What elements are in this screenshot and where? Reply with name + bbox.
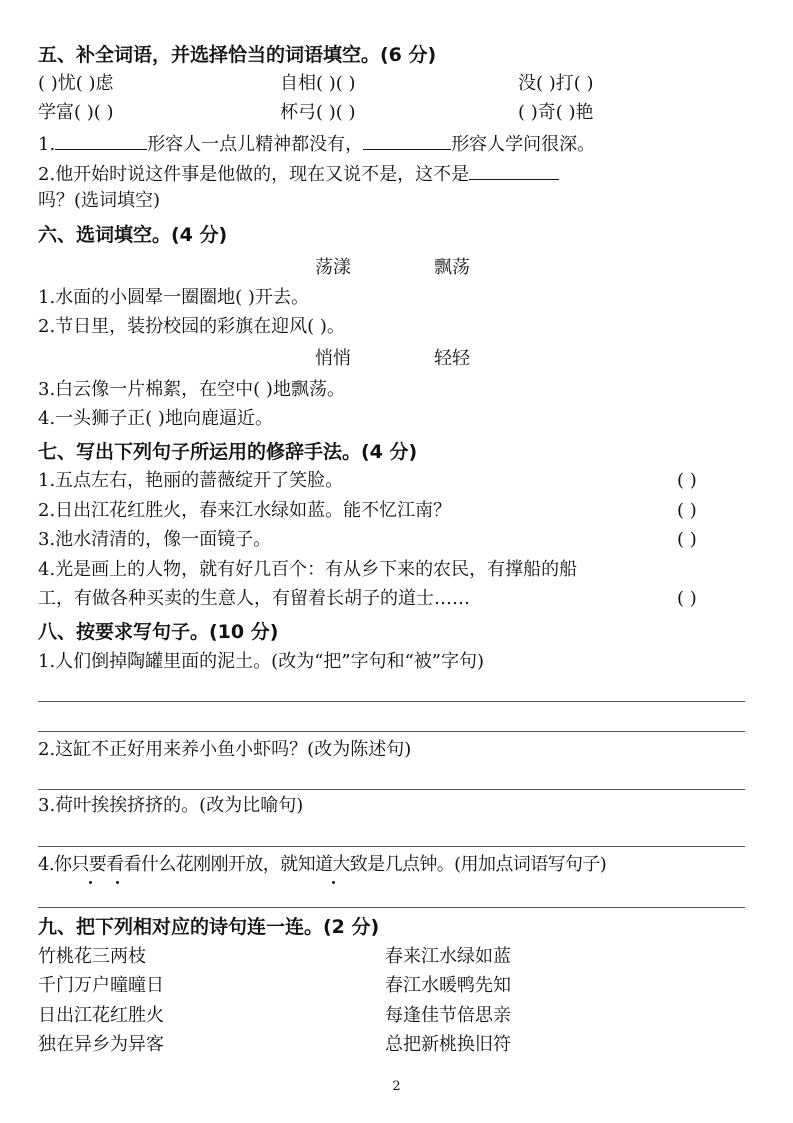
section-5-heading: 五、补全词语，并选择恰当的词语填空。(6 分) <box>38 44 437 66</box>
section-9-heading: 九、把下列相对应的诗句连一连。(2 分) <box>38 916 380 938</box>
answer-paren[interactable]: ( ) <box>677 529 697 550</box>
poem-right-3[interactable]: 每逢佳节倍思亲 <box>385 1005 511 1026</box>
s5-question-1 <box>38 129 595 158</box>
word-blank-2: 自相( )( ) <box>280 73 356 94</box>
s6-question-2: 2.节日里，装扮校园的彩旗在迎风( )。 <box>38 316 345 337</box>
s5-q1-text-b: 形容人学问很深。 <box>451 134 596 155</box>
s8-question-2: 2.这缸不正好用来养小鱼小虾吗？(改为陈述句) <box>38 739 412 760</box>
word-blank-6: ( )奇( )艳 <box>518 102 594 123</box>
fill-blank-line[interactable] <box>55 129 147 150</box>
s8-question-1: 1.人们倒掉陶罐里面的泥土。(改为“把”字句和“被”字句) <box>38 651 485 672</box>
s5-question-2 <box>38 159 559 188</box>
section-7-heading: 七、写出下列句子所运用的修辞手法。(4 分) <box>38 441 418 463</box>
s5-q1-text-a: 形容人一点儿精神都没有， <box>147 134 364 155</box>
emphasis-dot <box>332 881 335 884</box>
word-choice-2b: 轻轻 <box>434 348 470 369</box>
s5-q2-number: 2. <box>38 164 56 185</box>
page-number: 2 <box>392 1079 401 1094</box>
s7-question-4b: 工，有做各种买卖的生意人，有留着长胡子的道士…… <box>38 588 470 609</box>
s6-question-3: 3.白云像一片棉絮，在空中( )地飘荡。 <box>38 379 345 400</box>
emphasis-dot <box>89 881 92 884</box>
word-blank-1: ( )忧( )虑 <box>38 73 114 94</box>
word-choice-1b: 飘荡 <box>434 257 470 278</box>
answer-line[interactable] <box>38 907 745 908</box>
poem-left-3[interactable]: 日出江花红胜火 <box>38 1005 164 1026</box>
s6-question-1: 1.水面的小圆晕一圈圈地( )开去。 <box>38 287 309 308</box>
s8-question-4: 4.你只要看看什么花刚刚开放，就知道大致是几点钟。(用加点词语写句子) <box>38 854 607 875</box>
section-6-heading: 六、选词填空。(4 分) <box>38 224 228 246</box>
s7-question-1: 1.五点左右，艳丽的蔷薇绽开了笑脸。 <box>38 470 344 491</box>
word-blank-3: 没( )打( ) <box>518 73 594 94</box>
poem-right-4[interactable]: 总把新桃换旧符 <box>385 1034 511 1055</box>
fill-blank-line[interactable] <box>363 129 451 150</box>
s7-question-2: 2.日出江花红胜火，春来江水绿如蓝。能不忆江南？ <box>38 500 452 521</box>
answer-line[interactable] <box>38 846 745 847</box>
word-choice-2a: 悄悄 <box>315 348 351 369</box>
word-choice-1a: 荡漾 <box>315 257 351 278</box>
s7-question-4a: 4.光是画上的人物，就有好几百个：有从乡下来的农民，有撑船的船 <box>38 559 578 580</box>
answer-paren[interactable]: ( ) <box>677 500 697 521</box>
answer-paren[interactable]: ( ) <box>677 588 697 609</box>
s5-q2-text: 他开始时说这件事是他做的，现在又说不是，这不是 <box>55 164 470 185</box>
section-8-heading: 八、按要求写句子。(10 分) <box>38 621 279 643</box>
poem-right-2[interactable]: 春江水暖鸭先知 <box>385 975 511 996</box>
s8-question-3: 3.荷叶挨挨挤挤的。(改为比喻句) <box>38 795 304 816</box>
poem-right-1[interactable]: 春来江水绿如蓝 <box>385 946 511 967</box>
s5-q2-tail: 吗？(选词填空) <box>38 190 161 211</box>
s6-question-4: 4.一头狮子正( )地向鹿逼近。 <box>38 408 273 429</box>
s5-q1-number: 1. <box>38 134 56 155</box>
answer-paren[interactable]: ( ) <box>677 470 697 491</box>
poem-left-4[interactable]: 独在异乡为异客 <box>38 1034 164 1055</box>
answer-line[interactable] <box>38 789 745 790</box>
poem-left-2[interactable]: 千门万户曈曈日 <box>38 975 164 996</box>
word-blank-5: 杯弓( )( ) <box>280 102 356 123</box>
fill-blank-line[interactable] <box>469 159 559 180</box>
s7-question-3: 3.池水清清的，像一面镜子。 <box>38 529 272 550</box>
poem-left-1[interactable]: 竹桃花三两枝 <box>38 946 146 967</box>
word-blank-4: 学富( )( ) <box>38 102 114 123</box>
emphasis-dot <box>116 881 119 884</box>
answer-line[interactable] <box>38 701 745 702</box>
answer-line[interactable] <box>38 731 745 732</box>
